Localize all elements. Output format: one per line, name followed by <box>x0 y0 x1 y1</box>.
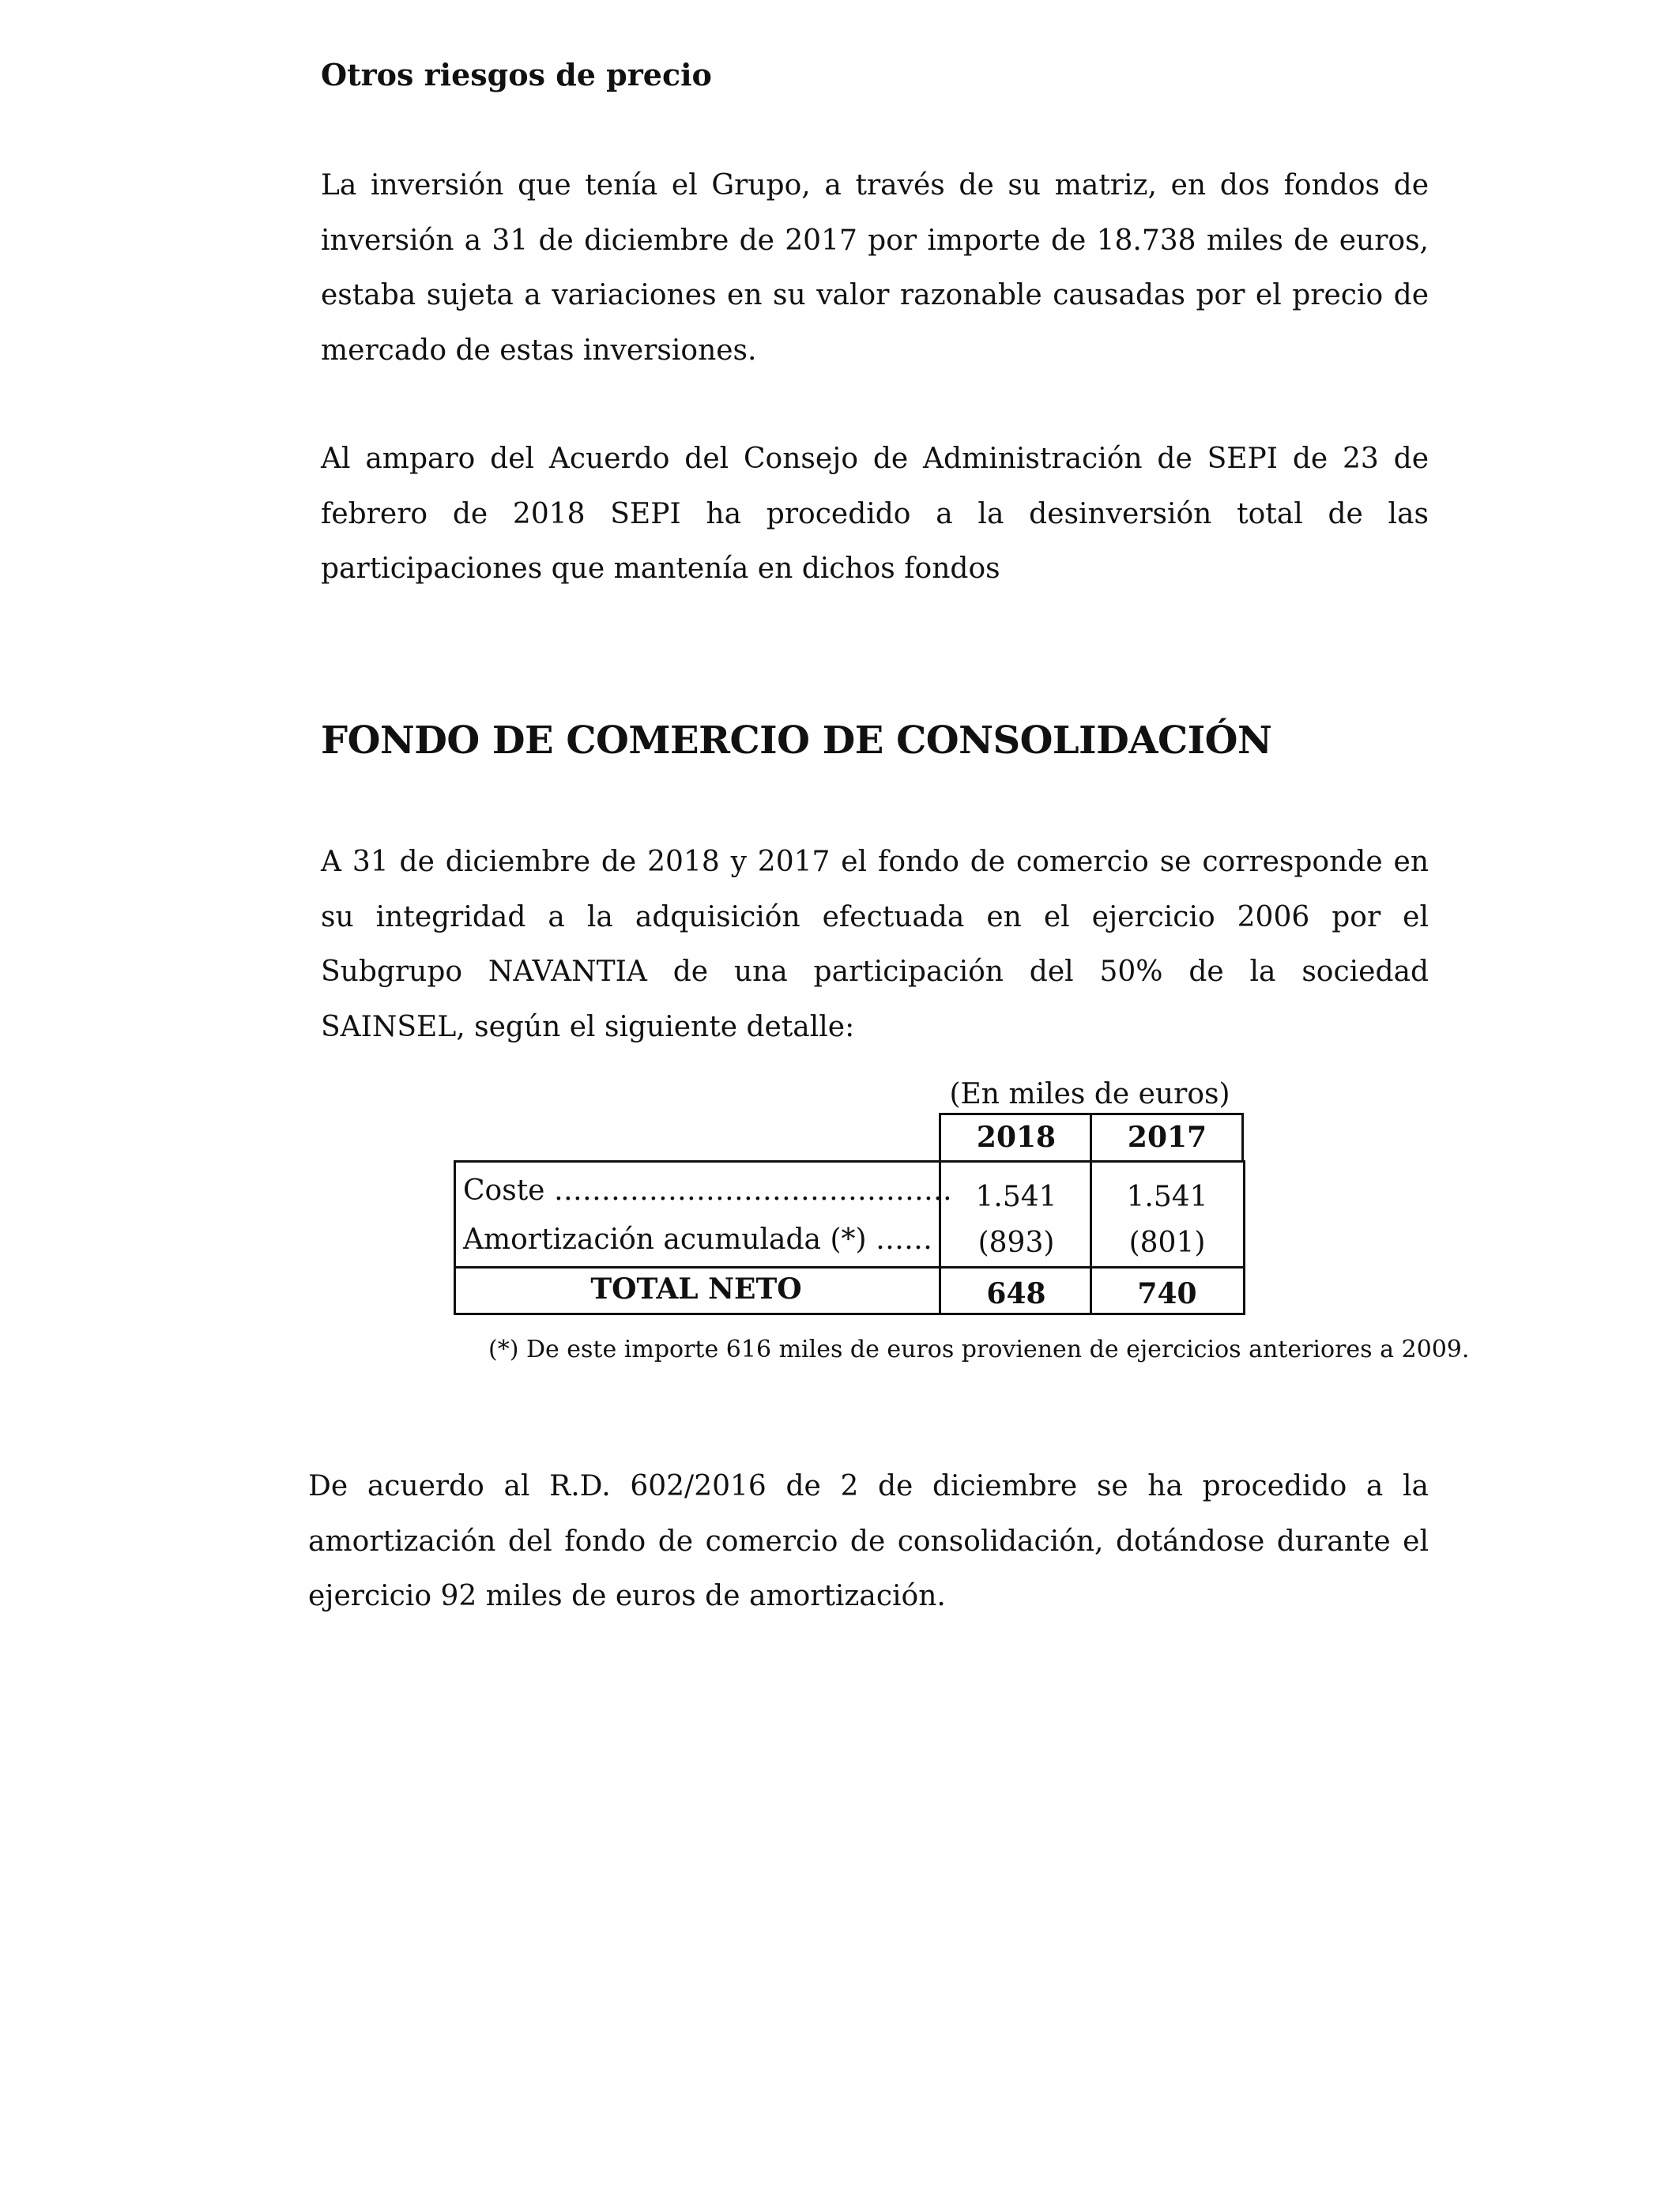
amortization-2017: (801) <box>1128 1227 1206 1259</box>
cost-2017: 1.541 <box>1126 1181 1208 1213</box>
cost-2018: 1.541 <box>975 1181 1057 1213</box>
paragraph-text: A 31 de diciembre de 2018 y 2017 el fondo de comercio se corresponde en su integridad a la adquisición efectuada en el ejercicio 2006 por el Subgrupo NAVANTIA de una participación del 50% de la sociedad SAINSEL, según el siguiente detalle: <box>321 846 1429 1043</box>
row-label-accumulated-amortization: Amortización acumulada (*) …… <box>463 1223 932 1256</box>
column-header-2017: 2017 <box>1127 1121 1207 1154</box>
section-heading-goodwill: FONDO DE COMERCIO DE CONSOLIDACIÓN <box>321 718 1272 763</box>
amortization-2018: (893) <box>977 1227 1055 1259</box>
row-label-total-net: TOTAL NETO <box>590 1272 802 1306</box>
total-net-2017: 740 <box>1137 1277 1197 1310</box>
paragraph-goodwill-intro <box>321 835 1429 1054</box>
total-net-2018: 648 <box>986 1277 1046 1310</box>
paragraph-investment-funds <box>321 158 1429 378</box>
paragraph-divestment <box>321 432 1429 597</box>
section-heading-other-price-risks: Otros riesgos de precio <box>321 57 712 92</box>
column-header-2018: 2018 <box>976 1121 1057 1154</box>
table-footnote: (*) De este importe 616 miles de euros provienen de ejercicios anteriores a 2009. <box>488 1336 1470 1363</box>
goodwill-table <box>454 1113 1245 1315</box>
row-label-cost: Coste …………………………………… <box>463 1174 952 1207</box>
paragraph-text: De acuerdo al R.D. 602/2016 de 2 de diciembre se ha procedido a la amortización del fondo de comercio de consolidación, dotándose durante el ejercicio 92 miles de euros de amortización. <box>308 1470 1429 1612</box>
table-units-label: (En miles de euros) <box>949 1078 1230 1110</box>
paragraph-text: La inversión que tenía el Grupo, a través de su matriz, en dos fondos de inversión a 31 de diciembre de 2017 por importe de 18.738 miles de euros, estaba sujeta a variaciones en su valor razonable causadas por el precio de mercado de estas inversiones. <box>321 169 1429 367</box>
table-total-divider <box>454 1266 1245 1269</box>
paragraph-text: Al amparo del Acuerdo del Consejo de Administración de SEPI de 23 de febrero de 2018 SEPI ha procedido a la desinversión total de las participaciones que mantenía en dichos fondos <box>321 443 1429 585</box>
paragraph-amortization <box>308 1459 1429 1624</box>
